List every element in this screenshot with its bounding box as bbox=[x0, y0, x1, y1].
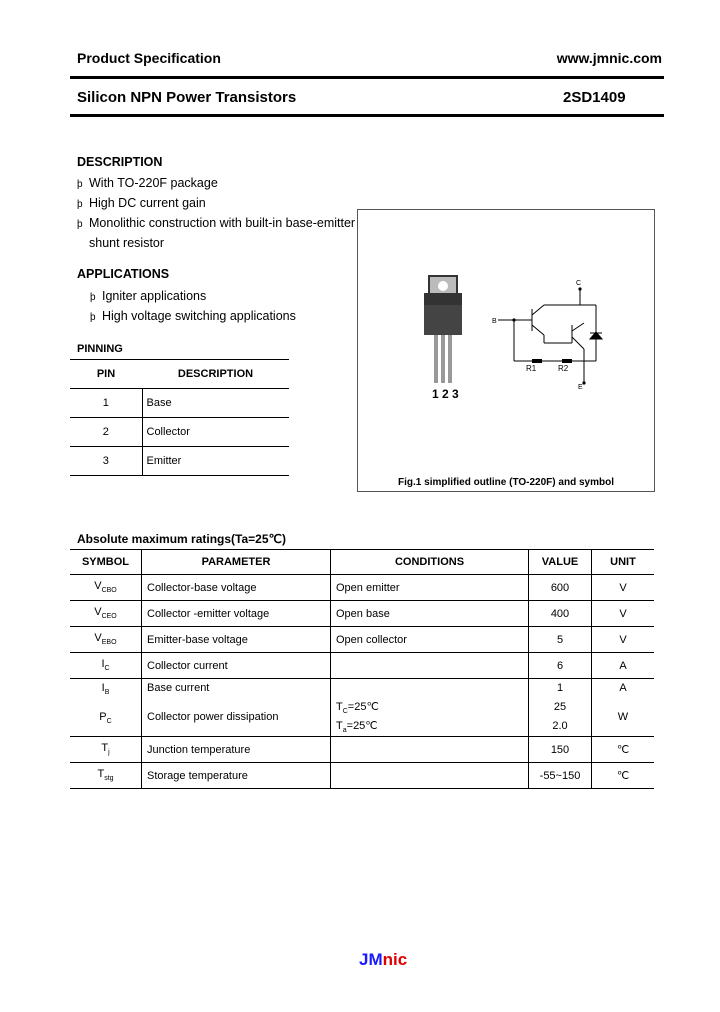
pinning-heading: PINNING bbox=[77, 343, 123, 355]
r2-label: R2 bbox=[558, 364, 569, 373]
r1-label: R1 bbox=[526, 364, 537, 373]
table-row: $V_{CEO}$ Collector -emitter voltage Open base 400 V bbox=[70, 601, 654, 627]
r1-resistor bbox=[532, 359, 542, 363]
description-item: þ High DC current gain bbox=[77, 196, 206, 210]
base-label: B bbox=[492, 318, 497, 325]
pinning-table bbox=[70, 359, 289, 476]
to220f-package-image bbox=[424, 275, 462, 383]
col-value: VALUE bbox=[529, 550, 592, 575]
table-row: $V_{EBO}$ Emitter-base voltage Open collector 5 V bbox=[70, 627, 654, 653]
header-url[interactable]: www.jmnic.com bbox=[556, 50, 662, 66]
table-row: $V_{CBO}$ Collector-base voltage Open emitter 600 V bbox=[70, 575, 654, 601]
part-number: 2SD1409 bbox=[563, 89, 626, 106]
desc-col-header: DESCRIPTION bbox=[177, 368, 254, 380]
header-left: Product Specification bbox=[77, 50, 221, 66]
collector-label: C bbox=[576, 280, 582, 287]
applications-list bbox=[90, 287, 296, 327]
table-row: $T_j$ Junction temperature 150 ℃ bbox=[70, 737, 654, 763]
pin-numbers: 1 2 3 bbox=[432, 387, 459, 401]
table-row: 3 Emitter bbox=[70, 447, 289, 476]
top-rule bbox=[70, 76, 664, 79]
darlington-symbol bbox=[498, 289, 602, 383]
col-parameter: PARAMETER bbox=[142, 550, 331, 575]
description-item: shunt resistor bbox=[89, 236, 165, 250]
table-row: 2 Collector bbox=[70, 418, 289, 447]
figure-caption: Fig.1 simplified outline (TO-220F) and symbol bbox=[398, 477, 614, 488]
application-item: þ High voltage switching applications bbox=[90, 309, 296, 323]
application-item: þ Igniter applications bbox=[90, 289, 207, 303]
package-and-symbol-figure bbox=[410, 265, 650, 405]
table-row: 1 Base bbox=[70, 389, 289, 418]
col-conditions: CONDITIONS bbox=[331, 550, 529, 575]
description-item: þ With TO-220F package bbox=[77, 176, 218, 190]
table-row: $I_C$ Collector current 6 A bbox=[70, 653, 654, 679]
jmnic-logo: JMnic bbox=[359, 950, 408, 969]
doc-title: Silicon NPN Power Transistors bbox=[77, 89, 297, 106]
col-symbol: SYMBOL bbox=[70, 550, 142, 575]
r2-resistor bbox=[562, 359, 572, 363]
description-list bbox=[77, 174, 355, 253]
title-rule bbox=[70, 114, 664, 117]
col-unit: UNIT bbox=[592, 550, 655, 575]
description-heading: DESCRIPTION bbox=[77, 155, 163, 169]
ratings-heading: Absolute maximum ratings(Ta=25℃) bbox=[77, 532, 286, 546]
table-row: $I_B$ $P_C$ Base current Collector power dissipation $T_C=25℃$ $T_a=25℃$ 1 25 2.0 A W bbox=[70, 679, 654, 737]
description-item: þ Monolithic construction with built-in base-emitter bbox=[77, 216, 356, 230]
emitter-label: E bbox=[578, 384, 583, 391]
table-row: $T_{stg}$ Storage temperature -55~150 ℃ bbox=[70, 763, 654, 789]
ratings-table bbox=[70, 549, 654, 789]
pin-col-header: PIN bbox=[96, 368, 116, 380]
applications-heading: APPLICATIONS bbox=[77, 267, 170, 281]
